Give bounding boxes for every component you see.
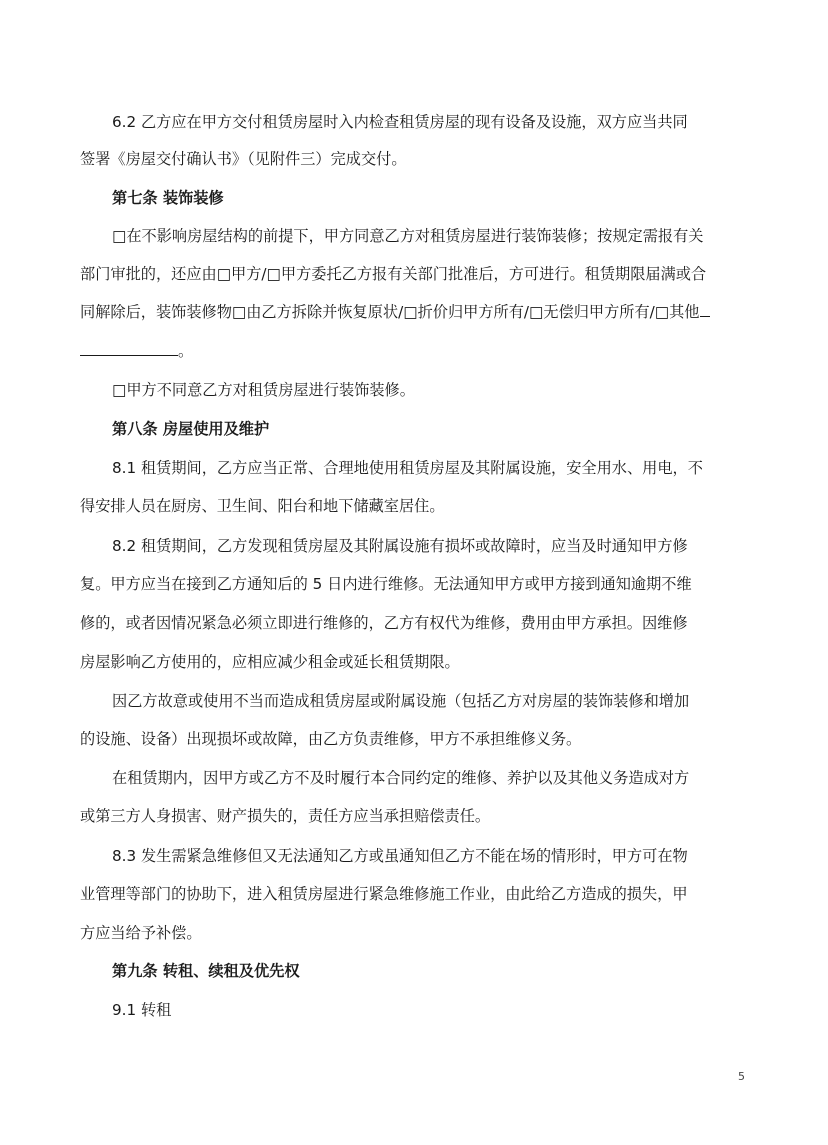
paragraph-line: 部门审批的，还应由□甲方/□甲方委托乙方报有关部门批准后，方可进行。租赁期限届满或合 (80, 265, 707, 283)
paragraph-line: 业管理等部门的协助下，进入租赁房屋进行紧急维修施工作业，由此给乙方造成的损失，甲 (80, 885, 688, 903)
paragraph-line: 方应当给予补偿。 (80, 924, 202, 942)
paragraph-line (80, 341, 193, 361)
fill-blank-line (700, 302, 710, 317)
paragraph-line: 签署《房屋交付确认书》（见附件三）完成交付。 (80, 150, 407, 168)
section-heading-9: 第九条 转租、续租及优先权 (112, 962, 300, 980)
fill-blank-line (80, 341, 178, 356)
paragraph-line (80, 302, 710, 322)
paragraph-line: 的设施、设备）出现损坏或故障，由乙方负责维修，甲方不承担维修义务。 (80, 730, 582, 748)
page-number: 5 (738, 1070, 745, 1083)
paragraph-text: 同解除后，装饰装修物□由乙方拆除并恢复原状/□折价归甲方所有/□无偿归甲方所有/□其他 (80, 303, 700, 321)
paragraph-line: 修的，或者因情况紧急必须立即进行维修的，乙方有权代为维修，费用由甲方承担。因维修 (80, 614, 688, 632)
paragraph-line: 房屋影响乙方使用的，应相应减少租金或延长租赁期限。 (80, 653, 460, 671)
paragraph-line: 复。甲方应当在接到乙方通知后的 5 日内进行维修。无法通知甲方或甲方接到通知逾期不维 (80, 575, 692, 593)
paragraph-line: □甲方不同意乙方对租赁房屋进行装饰装修。 (112, 381, 415, 399)
paragraph-line: 9.1 转租 (112, 1001, 172, 1019)
paragraph-line: 在租赁期内，因甲方或乙方不及时履行本合同约定的维修、养护以及其他义务造成对方 (112, 769, 690, 787)
paragraph-line: 或第三方人身损害、财产损失的，责任方应当承担赔偿责任。 (80, 807, 491, 825)
paragraph-line: □在不影响房屋结构的前提下，甲方同意乙方对租赁房屋进行装饰装修；按规定需报有关 (112, 227, 704, 245)
section-heading-8: 第八条 房屋使用及维护 (112, 420, 270, 438)
paragraph-line: 8.3 发生需紧急维修但又无法通知乙方或虽通知但乙方不能在场的情形时，甲方可在物 (112, 847, 688, 865)
section-heading-7: 第七条 装饰装修 (112, 189, 224, 207)
paragraph-text: 。 (178, 342, 194, 360)
paragraph-line: 因乙方故意或使用不当而造成租赁房屋或附属设施（包括乙方对房屋的装饰装修和增加 (112, 692, 690, 710)
paragraph-line: 得安排人员在厨房、卫生间、阳台和地下储藏室居住。 (80, 497, 445, 515)
paragraph-line: 8.1 租赁期间，乙方应当正常、合理地使用租赁房屋及其附属设施，安全用水、用电，不 (112, 459, 703, 477)
paragraph-line: 8.2 租赁期间，乙方发现租赁房屋及其附属设施有损坏或故障时，应当及时通知甲方修 (112, 537, 688, 555)
paragraph-line: 6.2 乙方应在甲方交付租赁房屋时入内检查租赁房屋的现有设备及设施，双方应当共同 (112, 113, 688, 131)
